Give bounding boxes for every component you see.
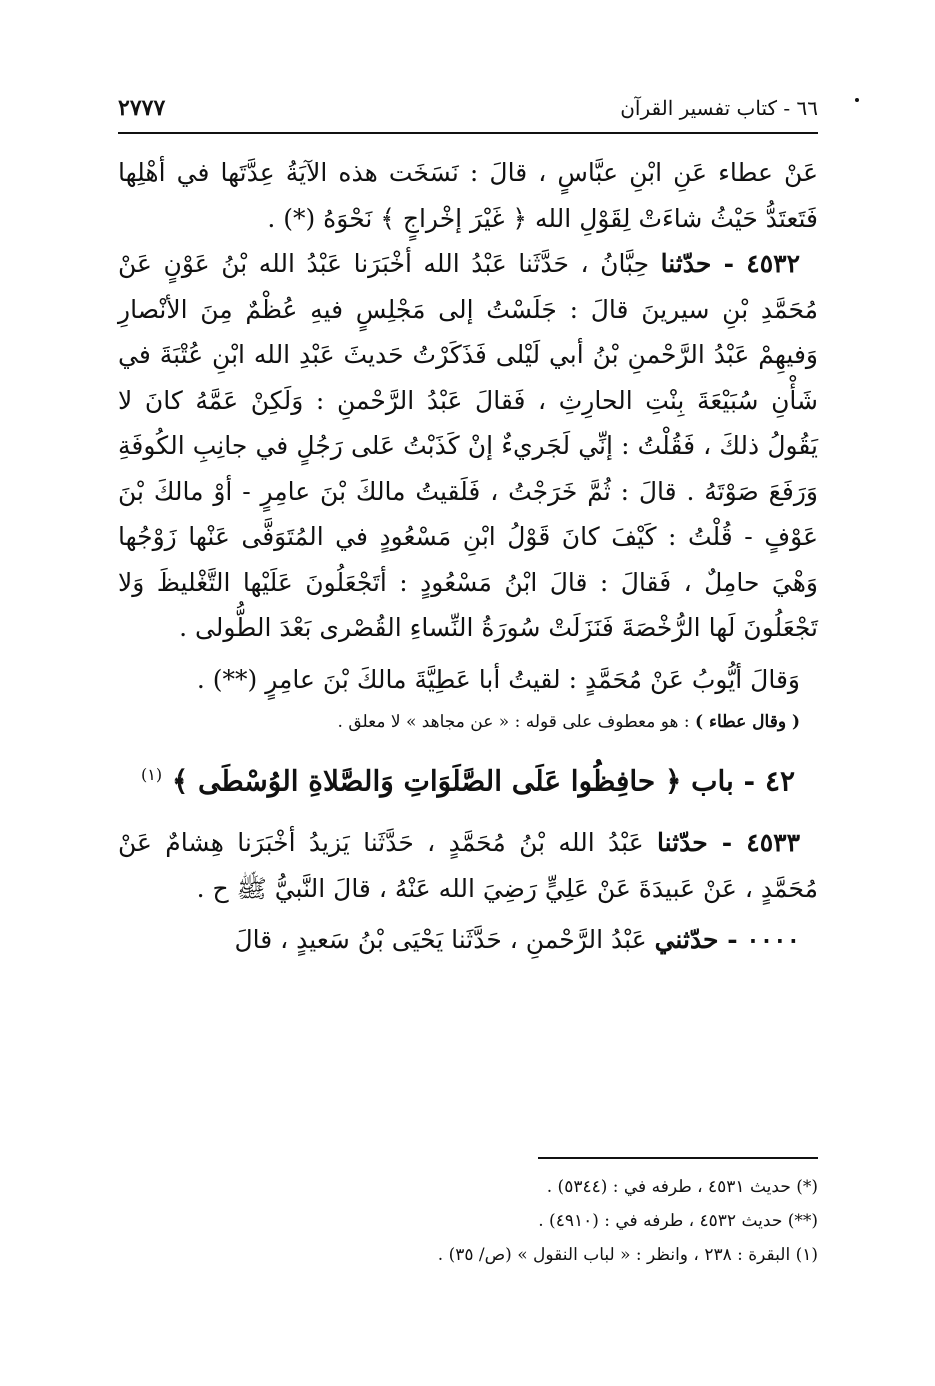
hadith-number: ٠٠٠٠ - حدّثني — [654, 925, 800, 955]
hadith-text: حِبَّانُ ، حَدَّثَنا عَبْدُ الله أخْبَرَنا عَبْدُ الله بْنُ عَوْنٍ عَنْ مُحَمَّدِ بْنِ سيرينَ قالَ : جَلَسْتُ إلى مَجْلِسٍ فيهِ عُظْمٌ مِنَ الأنْصارِ وَفيهِمْ عَبْدُ الرَّحْمنِ بْنُ أبي لَيْلى فَذَكَرْتُ حَديثَ عَبْدِ الله ابْنِ عُتْبَةَ في شَأْنِ سُبَيْعَةَ بِنْتِ الحارِثِ ، فَقالَ عَبْدُ الرَّحْمنِ : وَلَكِنْ عَمَّهُ كانَ لا يَقُولُ ذلكَ ، فَقُلْتُ : إنِّي لَجَريءٌ إنْ كَذَبْتُ عَلى رَجُلٍ في جانِبِ الكُوفَةِ وَرَفَعَ صَوْتَهُ . قالَ : ثُمَّ خَرَجْتُ ، فَلَقيتُ مالكَ بْنَ عامِرٍ - أوْ مالكَ بْنَ عَوْفٍ - قُلْتُ : كَيْفَ كانَ قَوْلُ ابْنِ مَسْعُودٍ في المُتَوَفَّى عَنْها زَوْجُها وَهْيَ حامِلٌ ، فَقالَ : قالَ ابْنُ مَسْعُودٍ : أتَجْعَلُونَ عَلَيْها التَّغْليظَ وَلا تَجْعَلُونَ لَها الرُّخْصَةَ فَنَزَلَتْ سُورَةُ النِّساءِ القُصْرى بَعْدَ الطُّولى . — [118, 249, 818, 642]
hadith-number: ٤٥٣٣ - حدّثنا — [656, 828, 800, 858]
running-header — [118, 88, 818, 128]
hadith-4533 — [118, 820, 818, 911]
hadith-0000 — [118, 917, 818, 963]
paragraph-ayyub: وَقالَ أيُّوبُ عَنْ مُحَمَّدٍ : لقيتُ أبا عَطِيَّةَ مالكَ بْنَ عامِرٍ (**) . — [196, 664, 800, 694]
note-label: ( وقال عطاء ) — [695, 712, 800, 732]
footnotes — [118, 1170, 818, 1272]
hadith-number: ٤٥٣٢ - حدّثنا — [660, 249, 800, 278]
page-number: ٢٧٧٧ — [118, 95, 166, 121]
hadith-text: عَبْدُ الرَّحْمنِ ، حَدَّثَنا يَحْيَى بْنُ سَعيدٍ ، قالَ — [234, 925, 655, 955]
chapter-heading — [118, 746, 818, 810]
page-mark-dot — [855, 98, 859, 102]
hadith-4532 — [118, 241, 818, 651]
note-text: : هو معطوف على قوله : « عن مجاهد » لا معلق . — [337, 712, 696, 732]
footnote-item: (١) البقرة : ٢٣٨ ، وانظر : « لباب النقول » (ص/ ٣٥) . — [437, 1245, 818, 1265]
chapter-running-title: ٦٦ - كتاب تفسير القرآن — [620, 96, 818, 120]
main-text — [118, 150, 818, 963]
paragraph-ata: عَنْ عطاء عَنِ ابْنِ عبَّاسٍ ، قالَ : نَسَخَت هذه الآيَةُ عِدَّتَها في أهْلِها فَتَعتَدُّ حَيْثُ شاءَتْ لِقَوْلِ الله ﴿ غَيْرَ إخْراجٍ ﴾ نَحْوَهُ (*) . — [118, 158, 818, 233]
header-divider — [118, 132, 818, 134]
footnote-item: (**) حديث ٤٥٣٢ ، طرفه في : (٤٩١٠) . — [538, 1211, 818, 1231]
hadith-text: عَبْدُ الله بْنُ مُحَمَّدٍ ، حَدَّثَنا يَزيدُ أخْبَرَنا هِشامٌ عَنْ مُحَمَّدٍ ، عَنْ عَبيدَةَ عَنْ عَلِيٍّ رَضِيَ الله عَنْهُ ، قالَ النَّبيُّ ﷺ ح . — [118, 828, 818, 903]
commentary-note — [118, 704, 818, 740]
chapter-footnote-ref: (١) — [140, 765, 163, 784]
chapter-title: ٤٢ - باب ﴿ حافِظُوا عَلَى الصَّلَوَاتِ وَالصَّلاةِ الوُسْطَى ﴾ — [171, 764, 796, 798]
footnote-divider — [538, 1157, 818, 1159]
footnote-item: (*) حديث ٤٥٣١ ، طرفه في : (٥٣٤٤) . — [546, 1177, 818, 1197]
